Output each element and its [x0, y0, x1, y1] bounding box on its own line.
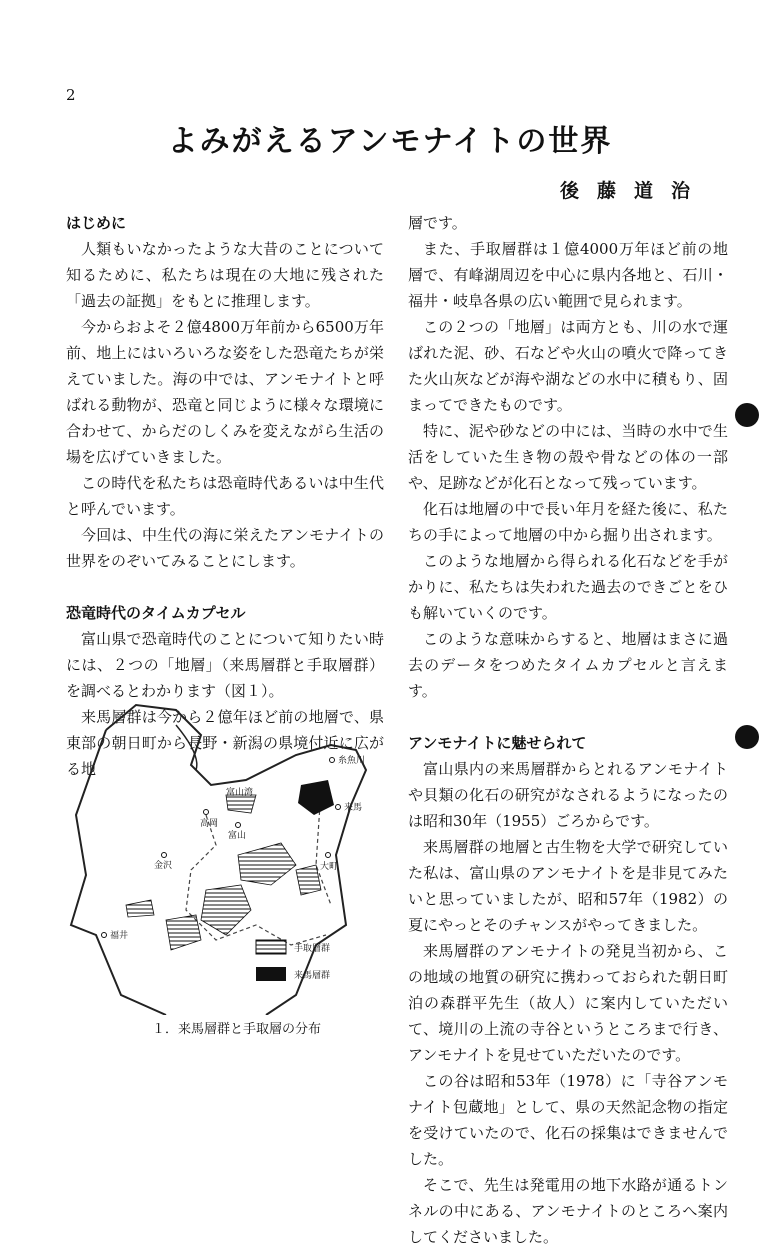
paragraph: 来馬層群は今から２億年ほど前の地層で、県東部の朝日町から長野・新潟の県境付近に広がる地 [66, 708, 384, 778]
paragraph: このような地層から得られる化石などを手がかりに、私たちは失われた過去のできごとをひも解いていくのです。 [408, 552, 728, 622]
paragraph: 富山県で恐竜時代のことについて知りたい時には、２つの「地層」（来馬層群と手取層群）を調べるとわかります（図１）。 [66, 630, 384, 700]
label-toyama: 富山 [228, 831, 247, 841]
paragraph: 富山県内の来馬層群からとれるアンモナイトや貝類の化石の研究がなされるようになったのは昭和30年（1955）ごろからです。 [408, 760, 728, 830]
kuruma-group [298, 780, 334, 815]
registration-dot [735, 403, 759, 427]
paragraph: このような意味からすると、地層はまさに過去のデータをつめたタイムカプセルと言えます。 [408, 630, 728, 700]
paragraph: 人類もいなかったような大昔のことについて知るために、私たちは現在の大地に残された「過去の証拠」をもとに推理します。 [66, 240, 384, 310]
article-title: よみがえるアンモナイトの世界 [167, 124, 613, 159]
paragraph: 今回は、中生代の海に栄えたアンモナイトの世界をのぞいてみることにします。 [66, 526, 384, 570]
paragraph: この時代を私たちは恐竜時代あるいは中生代と呼んでいます。 [66, 474, 384, 518]
paragraph: 特に、泥や砂などの中には、当時の水中で生活をしていた生き物の殻や骨などの体の一部や、足跡などが化石となって残っています。 [408, 422, 728, 492]
section-heading-intro: はじめに [66, 214, 127, 232]
coastline [71, 705, 366, 1015]
label-takaoka: 高岡 [200, 819, 219, 829]
right-column [408, 210, 728, 1250]
paragraph-continued: 層です。 [408, 214, 467, 232]
label-kanazawa: 金沢 [154, 861, 173, 871]
paragraph: この谷は昭和53年（1978）に「寺谷アンモナイト包蔵地」として、県の天然記念物の指定を受けていたので、化石の採集はできませんでした。 [408, 1072, 728, 1168]
paragraph: 化石は地層の中で長い年月を経た後に、私たちの手によって地層の中から掘り出されます。 [408, 500, 728, 544]
paragraph: この２つの「地層」は両方とも、川の水で運ばれた泥、砂、石などや火山の噴火で降ってきた火山灰などが海や湖などの水中に積もり、固まってできたものです。 [408, 318, 728, 414]
tetori-group [126, 795, 321, 950]
registration-dot [735, 725, 759, 749]
paragraph: そこで、先生は発電用の地下水路が通るトンネルの中にある、アンモナイトのところへ案内してくださいました。 [408, 1176, 728, 1246]
section-heading-time-capsule: 恐竜時代のタイムカプセル [66, 604, 246, 622]
figure-caption: １．来馬層群と手取層の分布 [152, 1022, 322, 1037]
label-omachi: 大町 [320, 862, 339, 872]
geology-map [66, 695, 386, 1015]
label-itoigawa: 糸魚川 [338, 756, 366, 766]
label-toyama-bay: 富山湾 [226, 788, 254, 798]
map-legend [256, 940, 330, 981]
author-name: 後藤道治 [560, 180, 709, 202]
paragraph: 来馬層群のアンモナイトの発見当初から、この地域の地質の研究に携わっておられた朝日町泊の森群平先生（故人）に案内していただいて、境川の上流の寺谷というところまで行き、アンモナイトを見せていただいたのです。 [408, 942, 728, 1064]
page-number: 2 [66, 86, 76, 104]
label-kuruma: 来馬 [344, 803, 363, 813]
paragraph: 今からおよそ２億4800万年前から6500万年前、地上にはいろいろな姿をした恐竜たちが栄えていました。海の中では、アンモナイトと呼ばれる動物が、恐竜と同じように様々な環境に合わせて、からだのしくみを変えながら生活の場を広げていきました。 [66, 318, 384, 466]
paragraph: 来馬層群の地層と古生物を大学で研究していた私は、富山県のアンモナイトを是非見てみたいと思っていましたが、昭和57年（1982）の夏にやっとそのチャンスがやってきました。 [408, 838, 728, 934]
label-fukui: 福井 [110, 931, 129, 941]
paragraph: また、手取層群は１億4000万年ほど前の地層で、有峰湖周辺を中心に県内各地と、石川・福井・岐阜各県の広い範囲で見られます。 [408, 240, 728, 310]
legend-kuruma: 来馬層群 [294, 971, 331, 981]
legend-tetori: 手取層群 [294, 944, 331, 954]
section-heading-ammonite: アンモナイトに魅せられて [408, 734, 587, 752]
